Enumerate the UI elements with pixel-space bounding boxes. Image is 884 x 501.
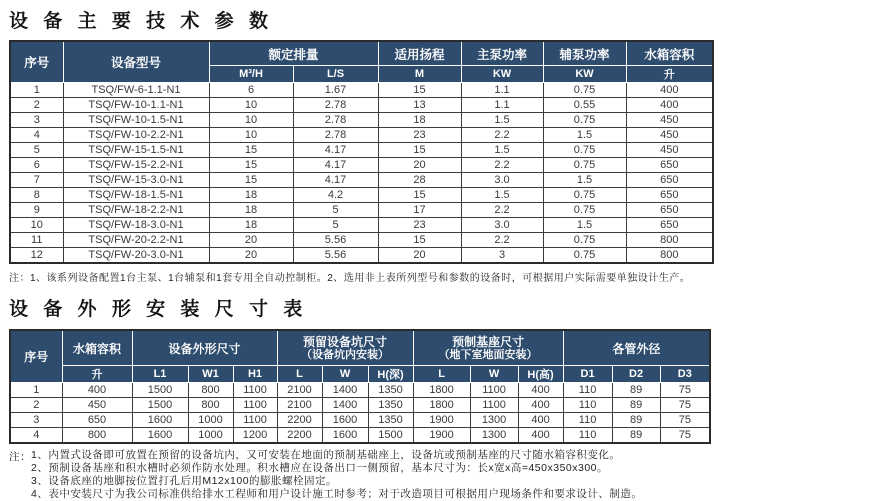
cell: 110 (563, 398, 612, 413)
cell: TSQ/FW-20-2.2-N1 (63, 233, 209, 248)
col-tank-unit-header: 升 (62, 366, 132, 383)
cell: 17 (378, 203, 461, 218)
cell: 20 (378, 248, 461, 264)
cell: 650 (626, 188, 713, 203)
table-row (10, 143, 713, 158)
cell: 2.2 (461, 158, 543, 173)
install-dims-table (9, 329, 711, 444)
cell: 4.2 (293, 188, 378, 203)
cell: 0.75 (543, 143, 626, 158)
cell: 1000 (188, 428, 233, 444)
cell: 2.2 (461, 233, 543, 248)
cell: 2100 (277, 398, 322, 413)
table-row (10, 383, 710, 398)
cell: 450 (626, 128, 713, 143)
table-row (10, 248, 713, 264)
note-line: 2、预制设备基座和积水槽时必须作防水处理。积水槽应在设备出口一侧预留，基本尺寸为：长x宽x高=450x350x300。 (31, 462, 609, 474)
cell: 10 (209, 98, 293, 113)
cell: 650 (62, 413, 132, 428)
cell: 1600 (322, 428, 368, 444)
cell: 1600 (132, 428, 188, 444)
table-row (10, 128, 713, 143)
cell: 5 (293, 218, 378, 233)
cell: 3.0 (461, 173, 543, 188)
cell: 10 (10, 218, 63, 233)
col-pit-group-header (277, 330, 413, 366)
cell: 11 (10, 233, 63, 248)
cell: 110 (563, 413, 612, 428)
col-d3-header: D3 (660, 366, 710, 383)
col-pit-h-header: H(深) (368, 366, 413, 383)
col-head-group-header: 适用扬程 (378, 41, 461, 66)
cell: 15 (209, 143, 293, 158)
cell: 18 (209, 218, 293, 233)
cell: 4 (10, 428, 62, 444)
cell: 18 (378, 113, 461, 128)
cell: 3 (10, 413, 62, 428)
note-line: 4、表中安装尺寸为我公司标准供给排水工程师和用户设计施工时参考；对于改造项目可根据用户现场条件和要求设计、制造。 (31, 488, 643, 500)
col-d1-header: D1 (563, 366, 612, 383)
cell: 1.1 (461, 83, 543, 98)
cell: 1.5 (461, 113, 543, 128)
pit-group-line2: （设备坑内安装） (301, 348, 390, 361)
cell: TSQ/FW-18-2.2-N1 (63, 203, 209, 218)
cell: TSQ/FW-10-1.1-N1 (63, 98, 209, 113)
cell: TSQ/FW-15-3.0-N1 (63, 173, 209, 188)
cell: 450 (62, 398, 132, 413)
cell: 20 (209, 248, 293, 264)
cell: 4.17 (293, 173, 378, 188)
table-row (10, 158, 713, 173)
base-group-line1: 预制基座尺寸 (452, 334, 525, 349)
tech-params-note: 注：1、该系列设备配置1台主泵、1台辅泵和1套专用全自动控制柜。2、选用非上表所列型号和参数的设备时，可根据用户实际需要单独设计生产。 (9, 273, 691, 284)
cell: 1100 (470, 383, 518, 398)
cell: 6 (209, 83, 293, 98)
cell: 18 (209, 188, 293, 203)
cell: 1300 (470, 413, 518, 428)
cell: 2.2 (461, 203, 543, 218)
cell: 3.0 (461, 218, 543, 233)
cell: 1600 (322, 413, 368, 428)
col-aux-pump-unit-header: KW (543, 66, 626, 83)
cell: 15 (209, 158, 293, 173)
cell: 1.1 (461, 98, 543, 113)
cell: 23 (378, 218, 461, 233)
cell: 20 (378, 158, 461, 173)
cell: 800 (62, 428, 132, 444)
col-w1-header: W1 (188, 366, 233, 383)
col-serial-header: 序号 (10, 330, 62, 383)
install-notes (9, 449, 884, 501)
cell: 15 (378, 83, 461, 98)
cell: 75 (660, 383, 710, 398)
cell: TSQ/FW-18-1.5-N1 (63, 188, 209, 203)
col-main-pump-unit-header: KW (461, 66, 543, 83)
cell: 800 (626, 233, 713, 248)
cell: 15 (378, 233, 461, 248)
cell: 75 (660, 413, 710, 428)
col-serial-header: 序号 (10, 41, 63, 83)
cell: 75 (660, 398, 710, 413)
col-model-header: 设备型号 (63, 41, 209, 83)
cell: 1100 (233, 398, 277, 413)
cell: TSQ/FW-6-1.1-N1 (63, 83, 209, 98)
table-row (10, 218, 713, 233)
cell: 0.75 (543, 113, 626, 128)
cell: 800 (188, 398, 233, 413)
table-row (10, 188, 713, 203)
cell: 1800 (413, 383, 470, 398)
cell: 18 (209, 203, 293, 218)
cell: 1000 (188, 413, 233, 428)
cell: 1400 (322, 398, 368, 413)
pit-group-line1: 预留设备坑尺寸 (303, 334, 388, 349)
cell: 650 (626, 158, 713, 173)
cell: 23 (378, 128, 461, 143)
col-d2-header: D2 (612, 366, 660, 383)
page-title-install-dims: 设 备 外 形 安 装 尺 寸 表 (9, 299, 308, 320)
table-row (10, 398, 710, 413)
install-notes-list (31, 449, 642, 501)
cell: 1600 (132, 413, 188, 428)
cell: 650 (626, 203, 713, 218)
cell: 3 (461, 248, 543, 264)
cell: 5 (293, 203, 378, 218)
cell: 400 (626, 98, 713, 113)
table-row (10, 413, 710, 428)
cell: 89 (612, 428, 660, 444)
cell: 10 (209, 128, 293, 143)
cell: 2 (10, 98, 63, 113)
cell: 1100 (233, 413, 277, 428)
cell: 1400 (322, 383, 368, 398)
cell: 1 (10, 83, 63, 98)
cell: 12 (10, 248, 63, 264)
cell: 1.5 (543, 173, 626, 188)
cell: 2 (10, 398, 62, 413)
cell: 5.56 (293, 233, 378, 248)
cell: 650 (626, 218, 713, 233)
cell: 2200 (277, 413, 322, 428)
col-aux-pump-group-header: 辅泵功率 (543, 41, 626, 66)
col-tank-group-header: 水箱容积 (626, 41, 713, 66)
cell: 1500 (132, 398, 188, 413)
install-notes-prefix: 注： (9, 451, 31, 463)
cell: 9 (10, 203, 63, 218)
cell: 1800 (413, 398, 470, 413)
note-line: 3、设备底座的地脚按位置打孔后用M12x100的膨胀螺栓固定。 (31, 475, 338, 487)
cell: 2100 (277, 383, 322, 398)
cell: 2.78 (293, 98, 378, 113)
cell: 1.5 (543, 128, 626, 143)
cell: TSQ/FW-10-2.2-N1 (63, 128, 209, 143)
col-pit-l-header: L (277, 366, 322, 383)
cell: 1900 (413, 428, 470, 444)
cell: 15 (209, 173, 293, 188)
table-row (10, 203, 713, 218)
cell: 1.5 (461, 143, 543, 158)
col-outline-group-header: 设备外形尺寸 (132, 330, 277, 366)
cell: 1300 (470, 428, 518, 444)
cell: 0.55 (543, 98, 626, 113)
col-base-w-header: W (470, 366, 518, 383)
cell: 0.75 (543, 248, 626, 264)
cell: 0.75 (543, 233, 626, 248)
cell: 110 (563, 428, 612, 444)
cell: 0.75 (543, 188, 626, 203)
cell: TSQ/FW-18-3.0-N1 (63, 218, 209, 233)
col-pit-w-header: W (322, 366, 368, 383)
cell: 400 (518, 413, 563, 428)
cell: 1100 (470, 398, 518, 413)
table-row (10, 113, 713, 128)
cell: 1350 (368, 398, 413, 413)
col-main-pump-group-header: 主泵功率 (461, 41, 543, 66)
cell: 2.2 (461, 128, 543, 143)
cell: 4.17 (293, 158, 378, 173)
cell: 1 (10, 383, 62, 398)
cell: TSQ/FW-20-3.0-N1 (63, 248, 209, 264)
cell: 6 (10, 158, 63, 173)
cell: 400 (62, 383, 132, 398)
note-line: 1、内置式设备即可放置在预留的设备坑内，又可安装在地面的预制基础座上，设备坑或预制基座的尺寸随水箱容积变化。 (31, 449, 621, 461)
table-row (10, 173, 713, 188)
col-base-l-header: L (413, 366, 470, 383)
col-m3h-header: M³/H (209, 66, 293, 83)
table-row (10, 233, 713, 248)
cell: 400 (626, 83, 713, 98)
cell: 0.75 (543, 83, 626, 98)
col-tank-group-header: 水箱容积 (62, 330, 132, 366)
col-h1-header: H1 (233, 366, 277, 383)
cell: 1350 (368, 383, 413, 398)
cell: 5 (10, 143, 63, 158)
cell: 800 (626, 248, 713, 264)
cell: 7 (10, 173, 63, 188)
col-l1-header: L1 (132, 366, 188, 383)
cell: 0.75 (543, 158, 626, 173)
table-row (10, 428, 710, 444)
table-row (10, 98, 713, 113)
base-group-line2: （地下室地面安装） (438, 348, 538, 361)
cell: 1500 (368, 428, 413, 444)
cell: 3 (10, 113, 63, 128)
cell: 89 (612, 383, 660, 398)
cell: TSQ/FW-10-1.5-N1 (63, 113, 209, 128)
cell: 15 (378, 143, 461, 158)
cell: TSQ/FW-15-2.2-N1 (63, 158, 209, 173)
cell: 1100 (233, 383, 277, 398)
cell: 28 (378, 173, 461, 188)
cell: 2.78 (293, 113, 378, 128)
col-tank-unit-header: 升 (626, 66, 713, 83)
col-pipe-group-header: 各管外径 (563, 330, 710, 366)
cell: 800 (188, 383, 233, 398)
cell: 1350 (368, 413, 413, 428)
cell: 110 (563, 383, 612, 398)
cell: 13 (378, 98, 461, 113)
cell: 1.67 (293, 83, 378, 98)
cell: 400 (518, 398, 563, 413)
cell: 4.17 (293, 143, 378, 158)
col-head-unit-header: M (378, 66, 461, 83)
cell: 450 (626, 113, 713, 128)
cell: 10 (209, 113, 293, 128)
page-title-tech-params: 设 备 主 要 技 术 参 数 (9, 11, 273, 32)
cell: 5.56 (293, 248, 378, 264)
cell: 75 (660, 428, 710, 444)
cell: 1200 (233, 428, 277, 444)
table-row (10, 83, 713, 98)
cell: 89 (612, 398, 660, 413)
col-base-h-header: H(高) (518, 366, 563, 383)
col-base-group-header (413, 330, 563, 366)
cell: 89 (612, 413, 660, 428)
cell: 4 (10, 128, 63, 143)
cell: 400 (518, 428, 563, 444)
cell: 1.5 (543, 218, 626, 233)
cell: TSQ/FW-15-1.5-N1 (63, 143, 209, 158)
col-ls-header: L/S (293, 66, 378, 83)
cell: 0.75 (543, 203, 626, 218)
cell: 1900 (413, 413, 470, 428)
cell: 15 (378, 188, 461, 203)
cell: 8 (10, 188, 63, 203)
cell: 400 (518, 383, 563, 398)
cell: 2200 (277, 428, 322, 444)
cell: 450 (626, 143, 713, 158)
col-displacement-group-header: 额定排量 (209, 41, 378, 66)
tech-params-table (9, 40, 714, 264)
cell: 1.5 (461, 188, 543, 203)
cell: 650 (626, 173, 713, 188)
cell: 1500 (132, 383, 188, 398)
cell: 2.78 (293, 128, 378, 143)
cell: 20 (209, 233, 293, 248)
